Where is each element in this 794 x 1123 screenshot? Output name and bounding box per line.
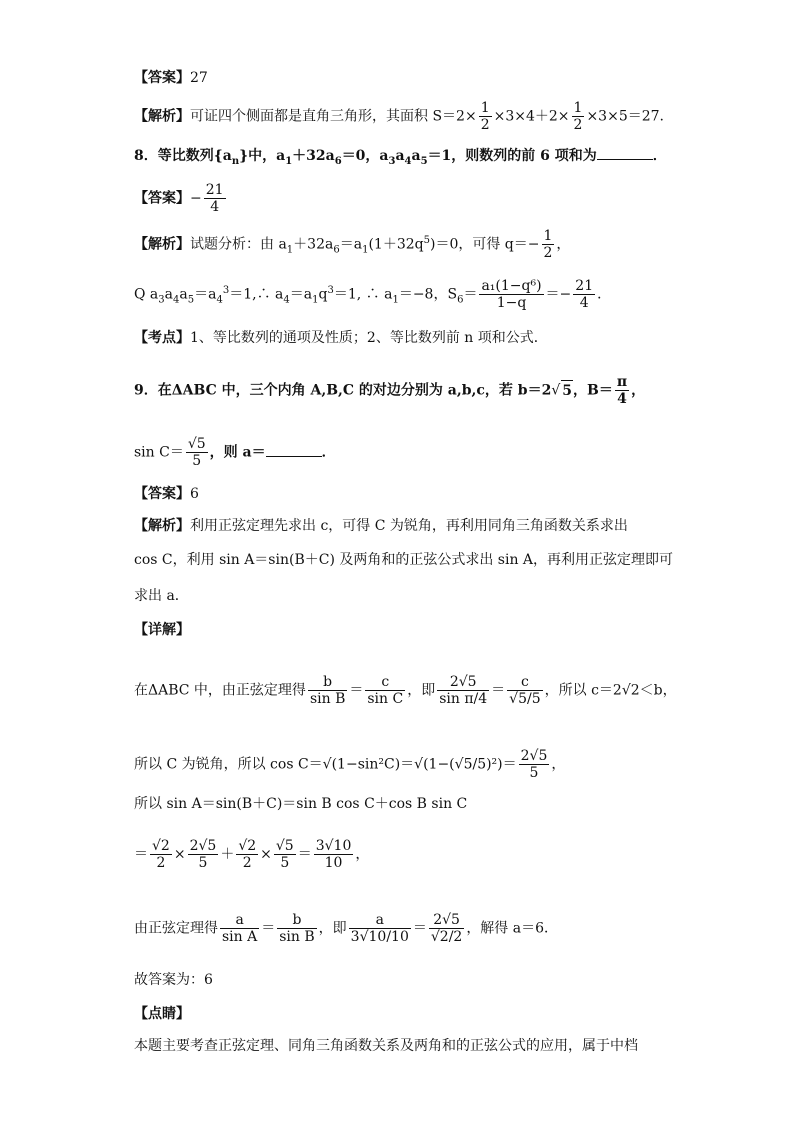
q8-analysis-4: (1＋32q: [368, 236, 424, 253]
q9-detail-line1: [134, 674, 677, 707]
fraction: $\frac{2√5}{5}$: [189, 838, 217, 871]
q9-analysis-2: cos C，利用 sin A＝sin(B＋C) 及两角和的正弦公式求出 sin A，再利用正弦定理即可: [134, 552, 674, 568]
fraction: $\frac{3√10}{10}$: [315, 838, 352, 871]
q8-analysis-1: 试题分析：由 a: [190, 236, 287, 253]
fraction: $\frac{2√5}{√2/2}$: [430, 912, 463, 945]
q9-stem-line2: [134, 436, 336, 469]
plus: ＋: [220, 846, 235, 863]
q9-d2: 所以 C 为锐角，所以 cos C＝√(1−sin²C)＝√(1−(√5/5)²)＝: [134, 756, 517, 773]
q9-stem-3: ，: [631, 382, 646, 399]
q8-line2-f: ＝1, ∴ a: [333, 286, 393, 303]
q9-detail-line3: [134, 794, 467, 814]
q8-line2-e: q: [318, 286, 328, 303]
q8-analysis-line2: Q $a_3a_4a_5=a_4^3=1,\therefore$ $a_4=a_1q^3=1$, ∴ $a_1=-8$，$S_6=$ $\frac{\text{a₁(1−q⁶)}}{1-q}$ ＝− $\frac{21}{4}$ ．: [134, 278, 612, 311]
eq: ＝: [134, 846, 148, 863]
q8-line2-i: ＝−: [545, 286, 572, 303]
q9-detail-line5: [134, 912, 558, 945]
q9-number: 9．: [134, 382, 158, 399]
q9-stem-line1: 9．在ΔABC 中，三个内角 A,B,C 的对边分别为 a,b,c，若 b＝2√ 5，B＝ $\frac{\pi}{4}$ ，: [134, 374, 646, 407]
fraction: $\frac{c}{\text{sin C}}$: [367, 674, 404, 707]
fraction: $\frac{b}{\text{sin B}}$: [309, 674, 346, 707]
q9-d5b: ，即: [318, 920, 347, 937]
q9-stem-5: ，则 a＝: [209, 444, 266, 461]
q7-analysis-text: 可证四个侧面都是直角三角形，其面积 S＝2×: [190, 108, 477, 125]
q8-line2-d: ＝a: [289, 286, 313, 303]
eq: ＝: [349, 682, 364, 699]
q8-stem-end: ．: [652, 148, 667, 164]
q8-stem-1: 等比数列{a: [157, 148, 232, 164]
fraction: $\frac{a}{3√10/10}$: [350, 912, 409, 945]
q8-line2-g: ＝−8，S: [398, 286, 458, 303]
times: ×: [260, 846, 272, 863]
q9-analysis-1: 利用正弦定理先求出 c，可得 C 为锐角，再利用同角三角函数关系求出: [190, 518, 628, 534]
q7-answer: 27: [190, 70, 208, 86]
answer-tag: 【答案】: [134, 486, 190, 502]
q9-d1c: ，所以 c＝2√2＜b，: [544, 682, 677, 699]
answer-blank: [266, 456, 322, 457]
q9-comment-line: [134, 1036, 638, 1056]
q8-analysis-5: )＝0，可得 q＝−: [429, 236, 540, 253]
q7-mid1: ×3×4＋2×: [493, 108, 570, 125]
q8-stem-2: }中，a: [239, 148, 286, 164]
q9-stem-2: ，B＝: [573, 382, 613, 399]
fraction: $\frac{21}{4}$: [575, 278, 594, 311]
q8-stem-4: ＝0，a: [341, 148, 389, 164]
fraction: $\frac{√2}{2}$: [238, 838, 257, 871]
fraction: $\frac{2√5}{\text{sin π/4}}$: [439, 674, 488, 707]
q8-line2-b: ＝a: [194, 286, 217, 303]
q9-d5c: ，解得 a＝6．: [466, 920, 559, 937]
detail-line: [134, 620, 190, 640]
q9-stem-end: ．: [321, 444, 336, 461]
comment-tag: 【点睛】: [134, 1006, 190, 1022]
q9-analysis-line1: [134, 516, 628, 536]
answer-tag: 【答案】: [134, 190, 190, 207]
q8-line2-end: ．: [597, 286, 612, 303]
analysis-tag: 【解析】: [134, 518, 190, 534]
fraction: $\frac{1}{2}$: [480, 100, 490, 133]
q8-point-text: 1、等比数列的通项及性质；2、等比数列前 n 项和公式．: [190, 330, 548, 346]
q8-analysis-3: ＝a: [339, 236, 363, 253]
answer-blank: [597, 159, 653, 160]
q9-answer-line: [134, 484, 199, 504]
answer-tag: 【答案】: [134, 70, 190, 86]
sqrt: 5: [561, 380, 573, 401]
q9-stem-4: sin C＝: [134, 444, 184, 461]
q9-analysis-line3: [134, 586, 189, 606]
fraction: $\frac{√5}{5}$: [187, 436, 206, 469]
q8-point-line: [134, 328, 548, 348]
q9-final-line: [134, 970, 213, 990]
q8-line2-a: Q a: [134, 286, 159, 303]
fraction: $\frac{\pi}{4}$: [616, 374, 628, 407]
q8-analysis-line1: 【解析】试题分析：由 $a_1+32a_6=a_1(1+32q^5)=0$，可得 q＝− $\frac{1}{2}$ ，: [134, 228, 571, 261]
fraction: $\frac{1}{2}$: [573, 100, 583, 133]
q7-answer-line: [134, 68, 208, 88]
q8-analysis-end: ，: [556, 236, 571, 253]
q8-analysis-2: ＋32a: [293, 236, 334, 253]
q9-stem-1: 在ΔABC 中，三个内角 A,B,C 的对边分别为 a,b,c，若 b＝2: [157, 382, 552, 399]
q8-answer-line: [134, 182, 228, 215]
times: ×: [173, 846, 186, 863]
eq: ＝: [412, 920, 427, 937]
q9-d3: 所以 sin A＝sin(B＋C)＝sin B cos C＋cos B sin C: [134, 796, 468, 812]
q9-analysis-3: 求出 a．: [134, 588, 189, 604]
q9-answer: 6: [190, 486, 199, 502]
fraction: $\frac{√2}{2}$: [152, 838, 170, 871]
analysis-tag: 【解析】: [134, 236, 190, 253]
fraction: $\frac{1}{2}$: [543, 228, 553, 261]
q8-answer-sign: −: [190, 190, 202, 207]
fraction: $\frac{√5}{5}$: [275, 838, 294, 871]
fraction: $\frac{c}{√5/5}$: [509, 674, 541, 707]
comment-line: [134, 1004, 190, 1024]
q9-d2-end: ，: [551, 756, 566, 773]
detail-tag: 【详解】: [134, 622, 190, 638]
q9-d5a: 由正弦定理得: [134, 920, 218, 937]
fraction: $\frac{\text{a₁(1−q⁶)}}{1-q}$: [481, 278, 542, 311]
fraction: $\frac{a}{\text{sin A}}$: [222, 912, 258, 945]
q9-comment-text: 本题主要考查正弦定理、同角三角函数关系及两角和的正弦公式的应用，属于中档: [134, 1038, 638, 1054]
q8-line2-c: ＝1,∴ a: [229, 286, 284, 303]
q7-analysis-line: [134, 100, 664, 133]
fraction: $\frac{2√5}{5}$: [520, 748, 548, 781]
q9-final: 故答案为：6: [134, 972, 213, 988]
eq: ＝: [261, 920, 276, 937]
q8-stem-3: ＋32a: [292, 148, 335, 164]
q8-line2-h: ＝: [463, 286, 478, 303]
q7-mid2: ×3×5＝27.: [586, 108, 664, 125]
q9-d1b: ，即: [407, 682, 436, 699]
q9-analysis-line2: [134, 550, 673, 570]
point-tag: 【考点】: [134, 330, 190, 346]
analysis-tag: 【解析】: [134, 108, 190, 125]
q9-d1a: 在ΔABC 中，由正弦定理得: [134, 682, 306, 699]
q9-detail-line4: [134, 838, 369, 871]
eq: ＝: [491, 682, 506, 699]
q9-detail-line2: [134, 748, 565, 781]
q8-stem: 8．等比数列$\{a_n\}$中，$a_1+32a_6=0$，$a_3a_4a_5=1$，则数列的前 6 项和为 ．: [134, 148, 667, 167]
q8-answer-fraction: $\frac{21}{4}$: [205, 182, 224, 215]
fraction: $\frac{b}{\text{sin B}}$: [279, 912, 315, 945]
q8-number: 8．: [134, 148, 158, 164]
eq: ＝: [297, 846, 312, 863]
q8-stem-5: ＝1，则数列的前 6 项和为: [427, 148, 597, 164]
q9-d4-end: ，: [355, 846, 370, 863]
